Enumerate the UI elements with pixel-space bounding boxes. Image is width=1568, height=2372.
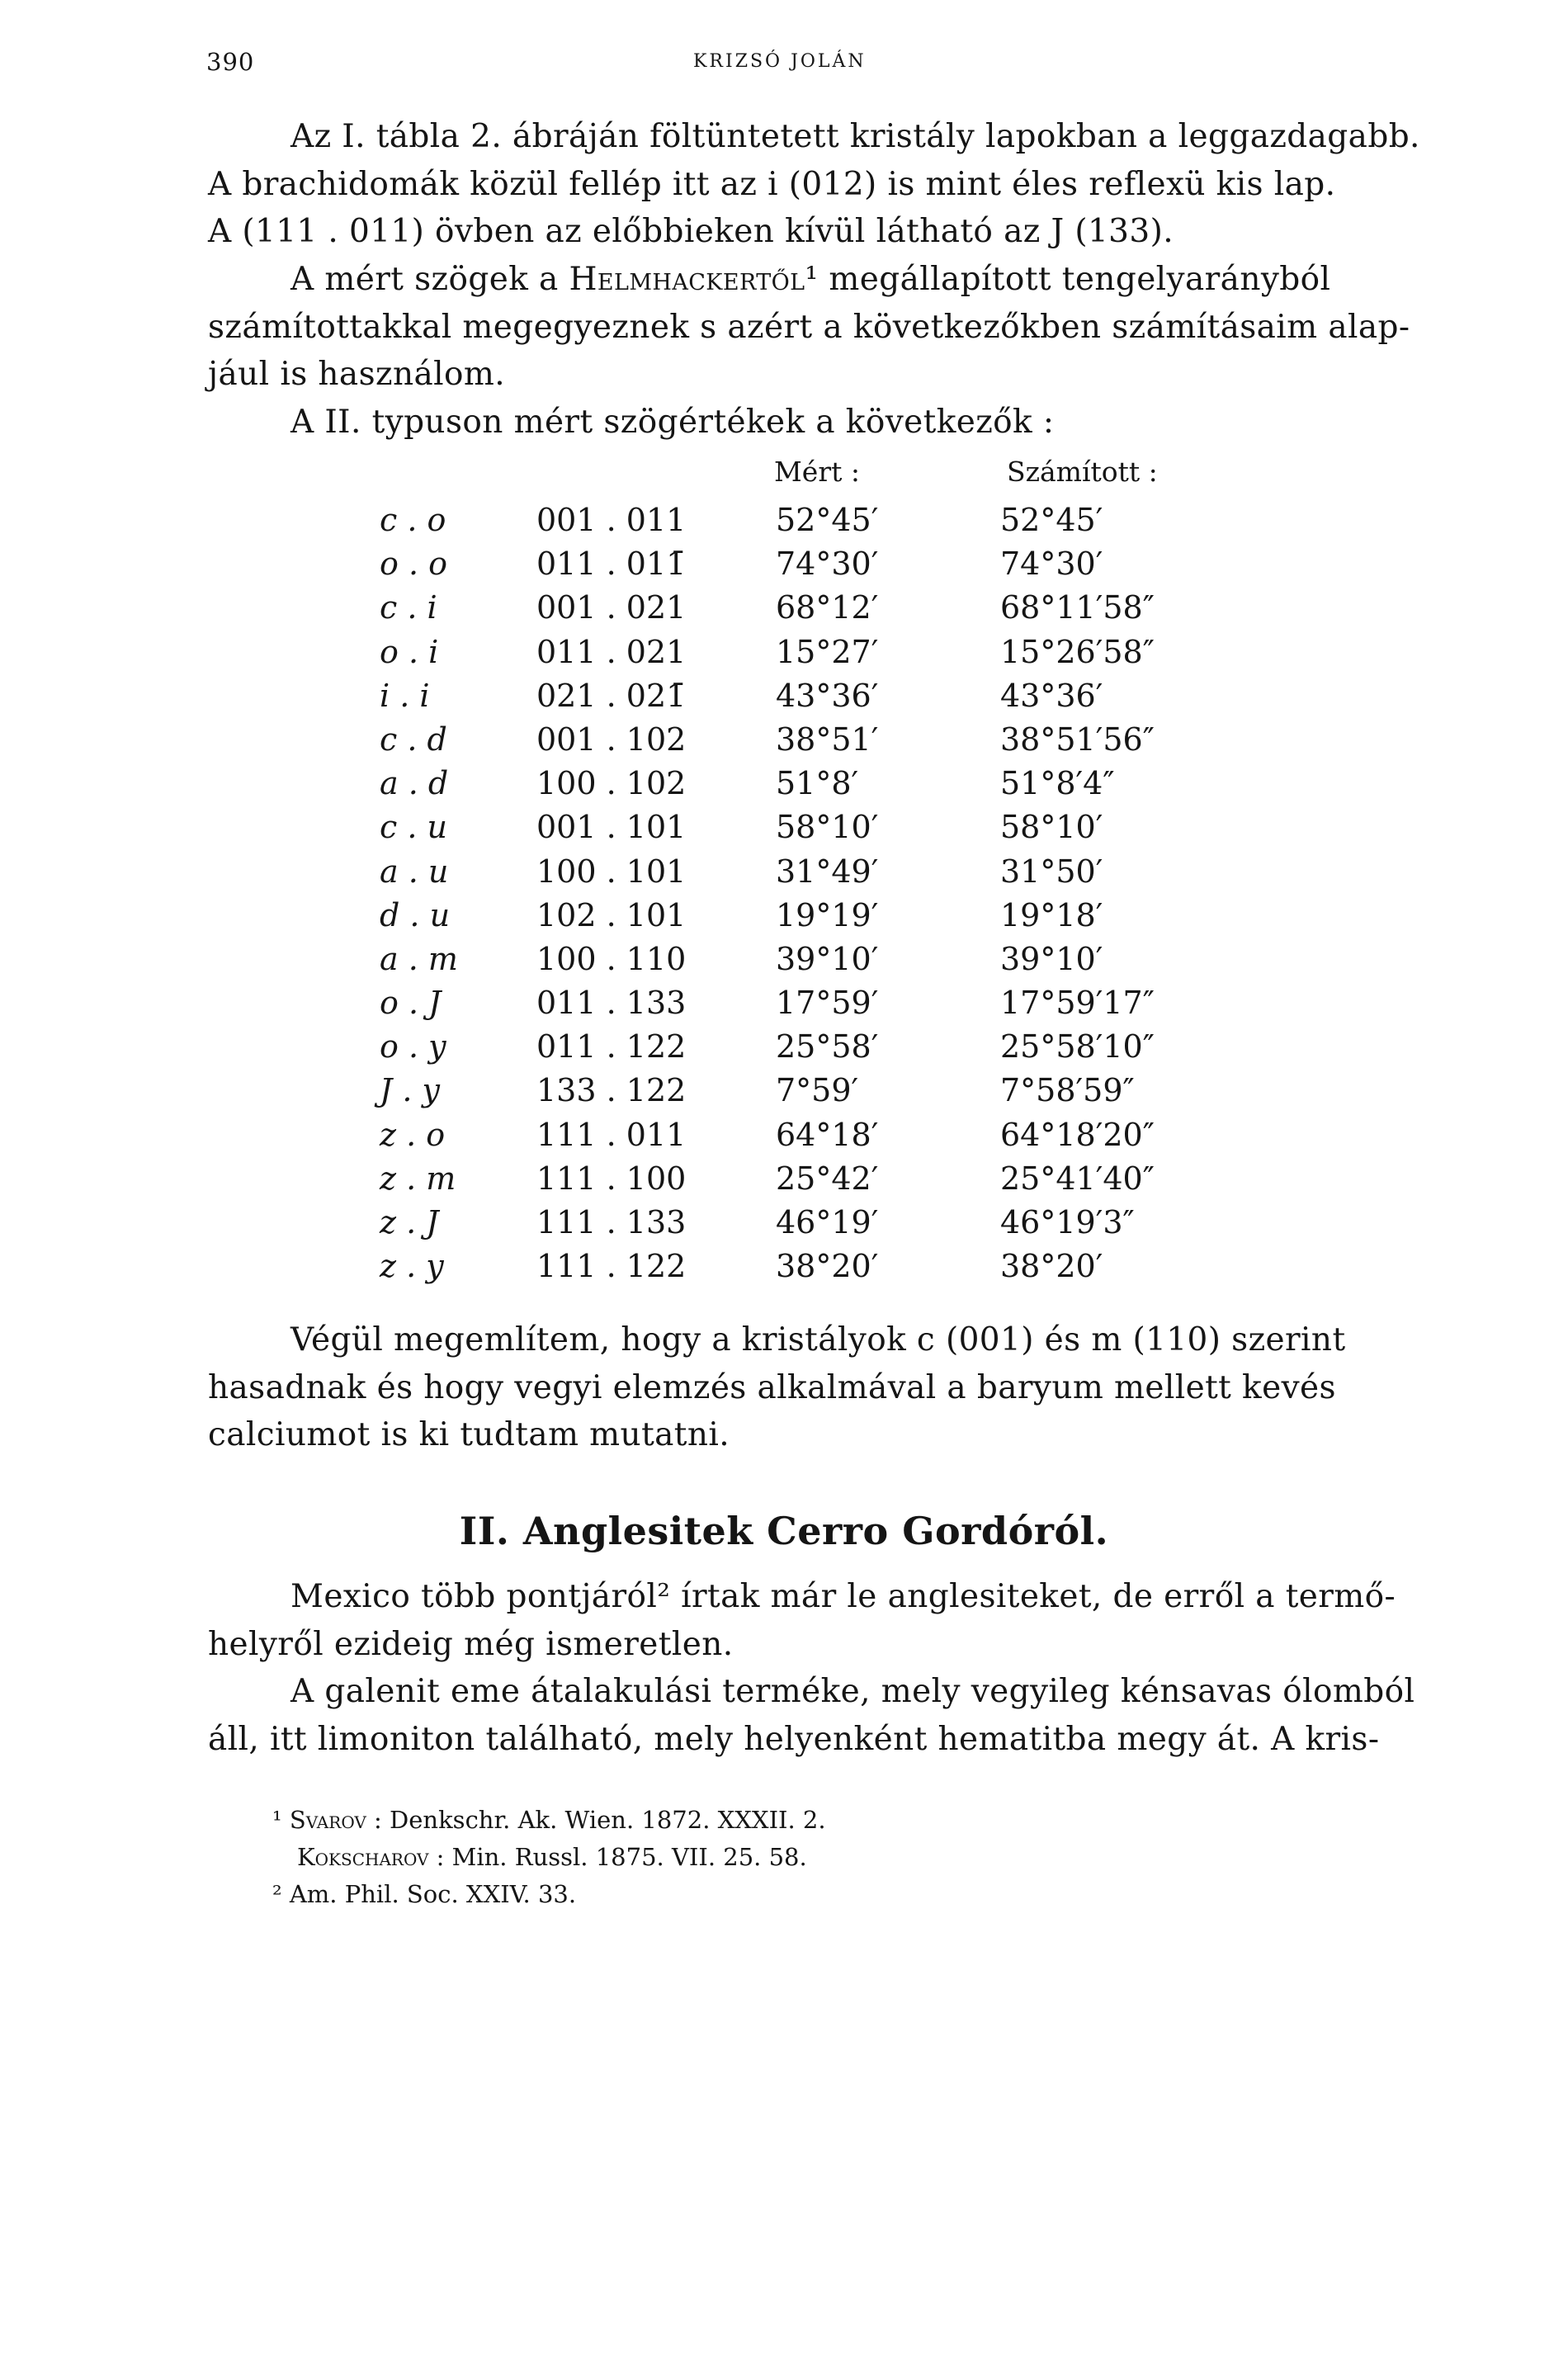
miller-indices: 111 . 100: [536, 1160, 687, 1197]
miller-indices: 111 . 133: [536, 1204, 687, 1240]
section-title: II. Anglesitek Cerro Gordóról.: [459, 1509, 1109, 1553]
computed-angle: 38°51′56″: [1000, 721, 1155, 758]
face-pair: c . u: [380, 809, 447, 846]
computed-angle: 43°36′: [1000, 677, 1103, 714]
measured-angle: 19°19′: [776, 896, 879, 933]
computed-angle: 58°10′: [1000, 809, 1103, 846]
face-pair: a . d: [380, 765, 449, 802]
measured-angle: 17°59′: [776, 985, 879, 1022]
face-pair: a . u: [380, 853, 449, 890]
face-pair: d . u: [380, 896, 451, 933]
miller-indices: 011 . 021: [536, 633, 687, 670]
column-header-measured: Mért :: [774, 456, 860, 488]
measured-angle: 64°18′: [776, 1116, 879, 1153]
miller-indices: 100 . 102: [536, 765, 687, 802]
text-line: Az I. tábla 2. ábráján föltüntetett kristály lapokban a leggazdagabb.: [290, 118, 1420, 155]
intro-paragraph: [208, 113, 1420, 256]
table-row: [380, 1160, 1287, 1204]
text-line: A II. typuson mért szögértékek a következők :: [290, 404, 1055, 441]
measured-angle: 38°51′: [776, 721, 879, 758]
measured-angle: 52°45′: [776, 502, 879, 538]
footnote-author: Svarov: [289, 1806, 366, 1834]
face-pair: c . o: [380, 502, 446, 538]
measured-angle: 58°10′: [776, 809, 879, 846]
miller-indices: 001 . 101: [536, 809, 687, 846]
miller-indices: 011 . 011̄: [536, 546, 687, 583]
text-fragment: A mért szögek a: [290, 261, 569, 298]
measured-angle: 31°49′: [776, 853, 879, 890]
face-pair: a . m: [380, 940, 458, 977]
computed-angle: 52°45′: [1000, 502, 1103, 538]
miller-indices: 001 . 021: [536, 589, 687, 626]
running-head: KRIZSÓ JOLÁN: [693, 51, 867, 72]
face-pair: z . y: [380, 1248, 444, 1285]
footnote-1-continued: [272, 1839, 826, 1876]
text-line: jául is használom.: [208, 356, 506, 393]
measured-angle: 46°19′: [776, 1204, 879, 1240]
face-pair: o . J: [380, 985, 442, 1022]
face-pair: c . i: [380, 589, 437, 626]
text-line: áll, itt limoniton található, mely helyenként hematitba megy át. A kris-: [208, 1720, 1380, 1758]
miller-indices: 100 . 110: [536, 940, 687, 977]
computed-angle: 46°19′3″: [1000, 1204, 1135, 1240]
footnote-2: [272, 1876, 826, 1913]
computed-angle: 7°58′59″: [1000, 1072, 1135, 1109]
miller-indices: 001 . 102: [536, 721, 687, 758]
computed-angle: 68°11′58″: [1000, 589, 1155, 626]
text-line: Mexico több pontjáról² írtak már le anglesiteket, de erről a termő-: [290, 1578, 1396, 1615]
table-row: [380, 1204, 1287, 1248]
text-line: Végül megemlítem, hogy a kristályok c (001) és m (110) szerint: [290, 1321, 1346, 1358]
footnote-marker: ¹: [272, 1806, 282, 1834]
computed-angle: 19°18′: [1000, 896, 1103, 933]
face-pair: o . y: [380, 1028, 446, 1066]
footnote-1: [272, 1802, 826, 1839]
text-fragment: ¹ megállapított tengelyarányból: [805, 261, 1331, 298]
table-header: [380, 456, 1287, 502]
footnote-text: Am. Phil. Soc. XXIV. 33.: [281, 1880, 577, 1908]
miller-indices: 133 . 122: [536, 1072, 687, 1109]
text-line: A brachidomák közül fellép itt az i (012) is mint éles reflexü kis lap.: [208, 165, 1336, 203]
computed-angle: 39°10′: [1000, 940, 1103, 977]
computed-angle: 25°41′40″: [1000, 1160, 1155, 1197]
table-row: [380, 634, 1287, 678]
measured-angle: 68°12′: [776, 589, 879, 626]
section-body: [208, 1573, 1415, 1763]
face-pair: o . o: [380, 546, 447, 583]
miller-indices: 001 . 011: [536, 502, 687, 538]
text-line: A (111 . 011) övben az előbbieken kívül látható az J (133).: [208, 213, 1174, 250]
table-body: [380, 502, 1287, 1292]
measured-angle: 25°58′: [776, 1028, 879, 1066]
computed-angle: 15°26′58″: [1000, 633, 1155, 670]
table-row: [380, 809, 1287, 853]
angle-table: [380, 456, 1287, 1292]
miller-indices: 100 . 101: [536, 853, 687, 890]
table-row: [380, 1248, 1287, 1292]
table-row: [380, 853, 1287, 897]
footnote-text: : Denkschr. Ak. Wien. 1872. XXXII. 2.: [366, 1806, 826, 1834]
footnotes: [272, 1802, 826, 1913]
type2-paragraph: [208, 399, 1360, 447]
face-pair: o . i: [380, 633, 439, 670]
table-row: [380, 589, 1287, 633]
text-line: számítottakkal megegyeznek s azért a következőkben számításaim alap-: [208, 308, 1410, 346]
face-pair: z . o: [380, 1116, 446, 1153]
conclusion-paragraph: [208, 1316, 1360, 1459]
author-name: Helmhackertől: [569, 261, 805, 298]
table-row: [380, 765, 1287, 809]
computed-angle: 38°20′: [1000, 1248, 1103, 1285]
measured-angle: 74°30′: [776, 546, 879, 583]
table-row: [380, 721, 1287, 765]
computed-angle: 51°8′4″: [1000, 765, 1115, 802]
face-pair: z . J: [380, 1204, 439, 1240]
table-row: [380, 1117, 1287, 1160]
computed-angle: 64°18′20″: [1000, 1116, 1155, 1153]
text-line: [208, 256, 1360, 304]
footnote-marker: ²: [272, 1880, 282, 1908]
table-row: [380, 897, 1287, 941]
face-pair: i . i: [380, 677, 430, 714]
computed-angle: 31°50′: [1000, 853, 1103, 890]
measured-angle: 39°10′: [776, 940, 879, 977]
measured-angle: 51°8′: [776, 765, 859, 802]
measured-angle: 43°36′: [776, 677, 879, 714]
table-row: [380, 1028, 1287, 1072]
measured-angle: 38°20′: [776, 1248, 879, 1285]
miller-indices: 021 . 021̄: [536, 677, 687, 714]
face-pair: c . d: [380, 721, 447, 758]
miller-indices: 011 . 133: [536, 985, 687, 1022]
table-row: [380, 941, 1287, 985]
measured-angle: 25°42′: [776, 1160, 879, 1197]
face-pair: J . y: [380, 1072, 440, 1109]
computed-angle: 74°30′: [1000, 546, 1103, 583]
footnote-author: Kokscharov: [297, 1843, 429, 1871]
footnote-text: : Min. Russl. 1875. VII. 25. 58.: [428, 1843, 807, 1871]
text-line: calciumot is ki tudtam mutatni.: [208, 1416, 730, 1453]
table-row: [380, 502, 1287, 546]
miller-indices: 011 . 122: [536, 1028, 687, 1066]
computed-angle: 25°58′10″: [1000, 1028, 1155, 1066]
computed-angle: 17°59′17″: [1000, 985, 1155, 1022]
face-pair: z . m: [380, 1160, 456, 1197]
text-line: hasadnak és hogy vegyi elemzés alkalmával a baryum mellett kevés: [208, 1368, 1336, 1406]
measured-angle: 15°27′: [776, 633, 879, 670]
table-row: [380, 1072, 1287, 1116]
text-line: A galenit eme átalakulási terméke, mely vegyileg kénsavas ólomból: [290, 1673, 1415, 1710]
helmhacker-paragraph: [208, 256, 1410, 399]
miller-indices: 102 . 101: [536, 896, 687, 933]
table-row: [380, 678, 1287, 721]
page-number: 390: [206, 48, 255, 76]
table-row: [380, 985, 1287, 1028]
column-header-computed: Számított :: [1007, 456, 1158, 488]
miller-indices: 111 . 122: [536, 1248, 687, 1285]
page-header: [206, 48, 1362, 81]
table-row: [380, 546, 1287, 589]
text-line: helyről ezideig még ismeretlen.: [208, 1625, 734, 1663]
miller-indices: 111 . 011: [536, 1116, 687, 1153]
measured-angle: 7°59′: [776, 1072, 859, 1109]
